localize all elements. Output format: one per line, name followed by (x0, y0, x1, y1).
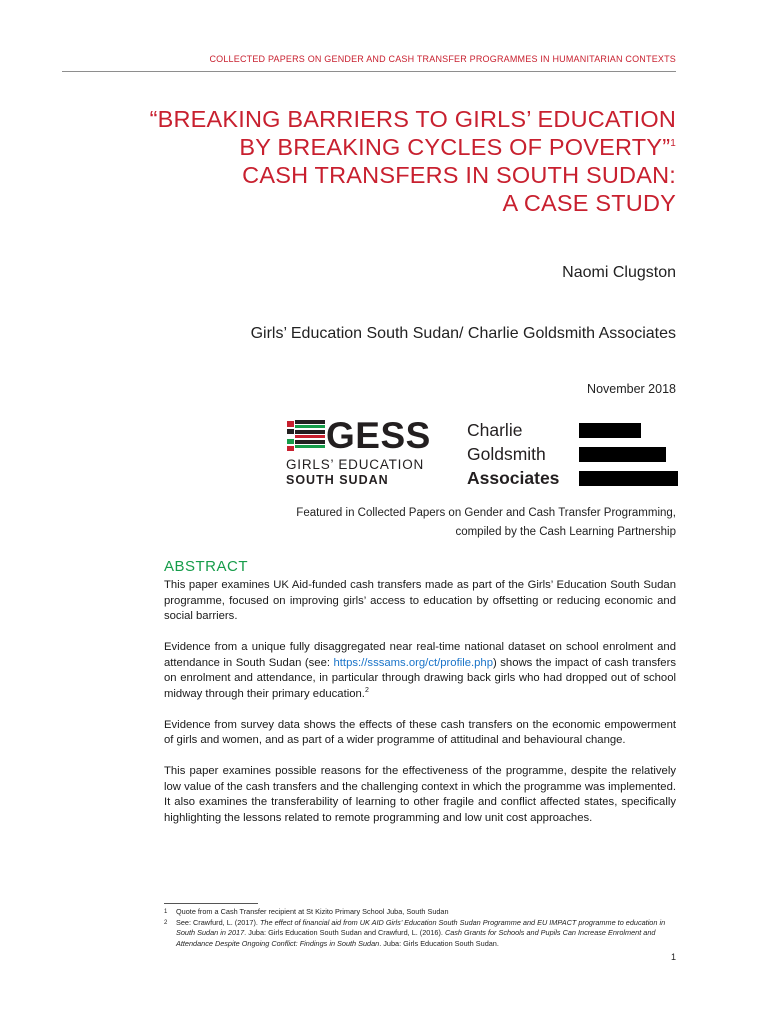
gess-subtitle-2: SOUTH SUDAN (286, 473, 389, 487)
cga-line-3: Associates (467, 468, 560, 488)
abstract-body (164, 578, 676, 842)
logo-strip (285, 416, 678, 488)
footnote-ref-1[interactable]: 1 (670, 138, 676, 150)
cga-line-2: Goldsmith (467, 444, 546, 464)
footnote-1 (164, 907, 676, 918)
cga-line-1: Charlie (467, 420, 523, 440)
books-icon (287, 420, 325, 452)
cga-bar-1 (579, 423, 641, 438)
cga-logo (467, 420, 678, 488)
title-line-3: CASH TRANSFERS IN SOUTH SUDAN: (242, 162, 676, 188)
title-line-2: BY BREAKING CYCLES OF POVERTY”$^1$ (239, 134, 676, 160)
footnote-text: Quote from a Cash Transfer recipient at St Kizito Primary School Juba, South Sudan (176, 907, 449, 916)
gess-wordmark: GESS (326, 415, 431, 456)
running-header: COLLECTED PAPERS ON GENDER AND CASH TRANSFER PROGRAMMES IN HUMANITARIAN CONTEXTS (209, 54, 676, 64)
gess-logo (285, 416, 450, 488)
footnote-2: 2 See: Crawfurd, L. (2017). The effect of financial aid from UK AID Girls’ Education South Sudan Programme and EU IMPACT programme to education in South Sudan in 2017. Juba: Girls Education South Sudan and Crawfurd, L. (2016). Cash Grants for Schools and Pupils Can Increase Enrolment and Attendance Despite Ongoing Conflict: Findings in South Sudan. Juba: Girls Education South Sudan. (164, 917, 666, 948)
cga-bar-2 (579, 447, 666, 462)
paper-title (150, 105, 676, 217)
footnote-number: 1 (164, 909, 168, 915)
featured-line-2: compiled by the Cash Learning Partnership (455, 526, 676, 538)
title-line-1: “BREAKING BARRIERS TO GIRLS’ EDUCATION (149, 106, 676, 132)
gess-subtitle-1: GIRLS’ EDUCATION (286, 457, 425, 472)
title-line-4: A CASE STUDY (502, 190, 676, 216)
abstract-paragraph-1: This paper examines UK Aid-funded cash transfers made as part of the Girls’ Education South Sudan programme, focused on improving girls’ access to education by offsetting or reducing economic and social barriers. (164, 579, 676, 622)
author-affiliation: Girls’ Education South Sudan/ Charlie Goldsmith Associates (250, 325, 676, 342)
abstract-paragraph-4: This paper examines possible reasons for the effectiveness of the programme, despite the relatively low value of the cash transfers and the challenging context in which the programme was implemented. It also examines the transferability of learning to other fragile and conflict affected states, specifically highlighting the lessons related to remote programming and low unit cost approaches. (164, 765, 676, 824)
header-divider (62, 71, 676, 72)
author-name: Naomi Clugston (562, 264, 676, 281)
cga-bar-3 (579, 471, 678, 486)
footnote-number: 2 (164, 919, 168, 926)
footnote-ref-2[interactable]: 2 (364, 686, 369, 694)
abstract-paragraph-3: Evidence from survey data shows the effects of these cash transfers on the economic empowerment of girls and women, and as part of a wider programme of attitudinal and behavioural change. (164, 718, 676, 746)
dataset-link[interactable]: https://sssams.org/ct/profile.php (333, 656, 493, 669)
footnote-divider (164, 903, 258, 904)
publication-date: November 2018 (587, 382, 676, 396)
page-number: 1 (670, 952, 676, 962)
abstract-heading: ABSTRACT (164, 558, 249, 575)
abstract-paragraph-2: Evidence from a unique fully disaggregated near real-time national dataset on school enrolment and attendance in South Sudan (see: https://sssams.org/ct/profile.php) shows the impact of cash transfers on enrolment and attendance, in particular through drawing back girls who had dropped out of school midway through their primary education.$^2$ (164, 641, 676, 700)
featured-note (296, 504, 676, 542)
featured-line-1: Featured in Collected Papers on Gender and Cash Transfer Programming, (296, 507, 676, 519)
footnotes (164, 907, 676, 949)
